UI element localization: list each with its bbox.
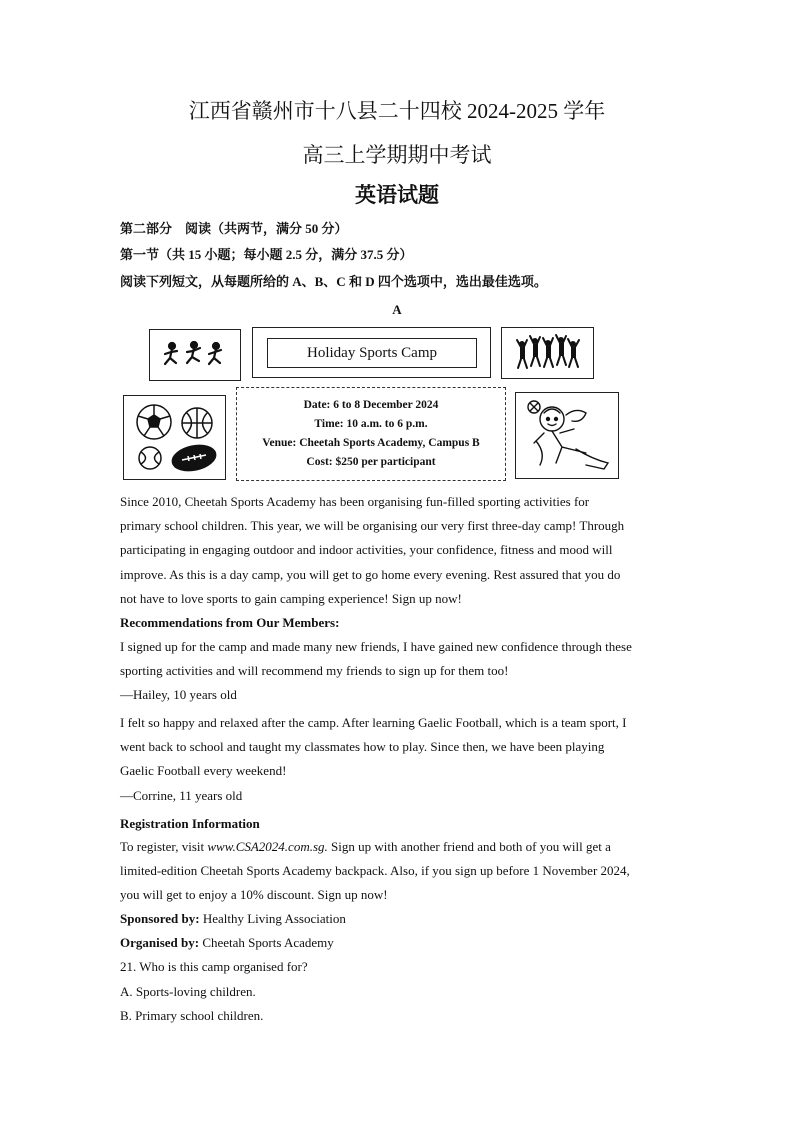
- registration-paragraph: [120, 835, 675, 908]
- camp-details-box: [236, 387, 506, 481]
- recommendation-line: I felt so happy and relaxed after the camp. After learning Gaelic Football, which is a team sport, I: [120, 715, 627, 730]
- recommendation-author: —Corrine, 11 years old: [120, 787, 243, 803]
- recommendation-line: sporting activities and will recommend my friends to sign up for them too!: [120, 663, 509, 679]
- sponsor-value: Healthy Living Association: [199, 911, 346, 926]
- camp-cost: Cost: $250 per participant: [306, 456, 436, 468]
- sports-balls-image: [123, 395, 226, 480]
- intro-line: Since 2010, Cheetah Sports Academy has been organising fun-filled sporting activities for: [120, 494, 590, 509]
- child-illustration: [515, 392, 619, 479]
- registration-line: you will get to enjoy a 10% discount. Sign up now!: [120, 887, 388, 903]
- recommendation-corrine: [120, 711, 675, 808]
- sports-balls-icon: [124, 396, 225, 479]
- celebrating-people-image: [501, 327, 594, 379]
- recommendation-author: —Hailey, 10 years old: [120, 687, 237, 703]
- intro-line: improve. As this is a day camp, you will get to go home every evening. Rest assured that you do: [120, 566, 621, 582]
- jumping-people-icon: [502, 328, 593, 378]
- intro-line: primary school children. This year, we will be organising our very first three-day camp! Through: [120, 518, 625, 534]
- sponsor-line: [120, 910, 680, 928]
- registration-url[interactable]: www.CSA2024.com.sg.: [207, 839, 328, 854]
- registration-line-suffix: Sign up with another friend and both of you will get a: [327, 839, 611, 854]
- option-b[interactable]: B. Primary school children.: [120, 1008, 264, 1023]
- registration-line: [120, 835, 675, 859]
- question-stem: 21. Who is this camp organised for?: [120, 959, 308, 974]
- passage-label: A: [392, 302, 402, 317]
- recommendation-line: I signed up for the camp and made many new friends, I have gained new confidence through these: [120, 639, 632, 654]
- registration-line-prefix: To register, visit: [120, 839, 208, 854]
- runners-icon: [150, 330, 240, 380]
- poster-title: Holiday Sports Camp: [267, 338, 477, 368]
- recommendation-line: Gaelic Football every weekend!: [120, 763, 287, 779]
- camp-venue: Venue: Cheetah Sports Academy, Campus B: [262, 437, 480, 449]
- reading-instruction: 阅读下列短文，从每题所给的 A、B、C 和 D 四个选项中，选出最佳选项。: [120, 274, 547, 289]
- subsection-heading: 第一节（共 15 小题；每小题 2.5 分，满分 37.5 分）: [120, 247, 413, 262]
- poster-title-frame: [252, 327, 491, 378]
- registration-heading: Registration Information: [120, 816, 260, 831]
- camp-time: Time: 10 a.m. to 6 p.m.: [314, 418, 428, 430]
- recommendation-hailey: [120, 635, 675, 708]
- organiser-label: Organised by:: [120, 935, 200, 950]
- sponsor-label: Sponsored by:: [120, 911, 200, 926]
- exam-title-line1: 江西省赣州市十八县二十四校 2024-2025 学年: [188, 99, 606, 123]
- runners-image: [149, 329, 241, 381]
- organiser-line: [120, 934, 680, 952]
- intro-line: not have to love sports to gain camping experience! Sign up now!: [120, 590, 462, 606]
- recommendations-heading: Recommendations from Our Members:: [120, 615, 340, 630]
- registration-line: limited-edition Cheetah Sports Academy backpack. Also, if you sign up before 1 November 2024,: [120, 863, 630, 879]
- option-a[interactable]: A. Sports-loving children.: [120, 984, 256, 999]
- section-part-heading: 第二部分 阅读（共两节，满分 50 分）: [120, 221, 348, 236]
- intro-line: participating in engaging outdoor and indoor activities, your confidence, fitness and mood will: [120, 542, 613, 558]
- exam-title-line2: 高三上学期期中考试: [302, 143, 492, 167]
- camp-date: Date: 6 to 8 December 2024: [303, 399, 439, 411]
- exam-subject-title: 英语试题: [355, 183, 439, 207]
- child-kicking-ball-icon: [516, 393, 618, 478]
- recommendation-line: went back to school and taught my classmates how to play. Since then, we have been playing: [120, 739, 605, 755]
- organiser-value: Cheetah Sports Academy: [199, 935, 334, 950]
- intro-paragraph: [120, 490, 675, 611]
